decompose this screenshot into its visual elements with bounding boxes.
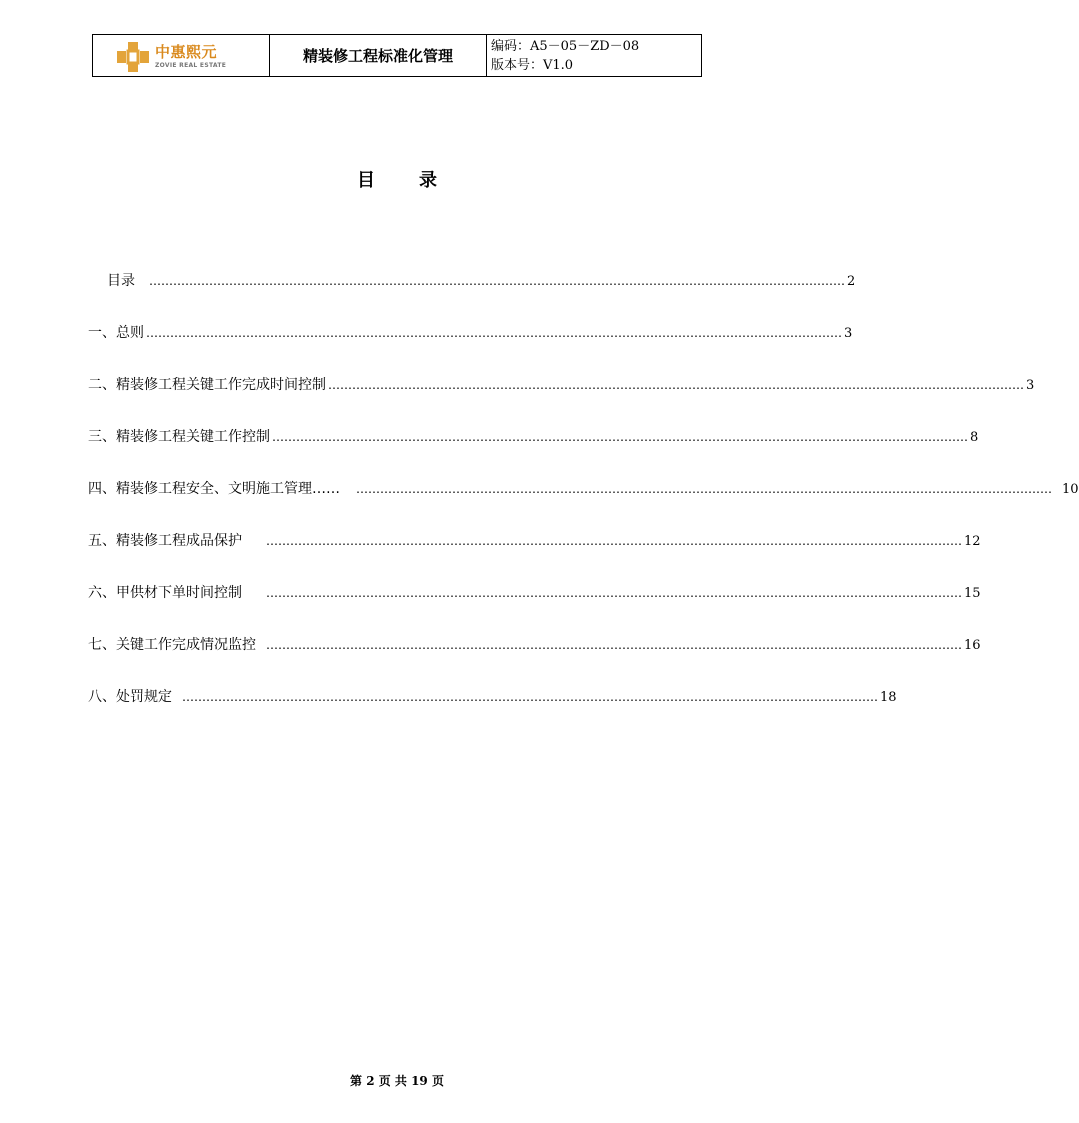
toc-leader: ………………………………………………………………………………………………………………………………………………………… [266, 586, 962, 600]
toc-entry-label: 八、处罚规定 [88, 689, 172, 705]
toc-entry-label: 二、精装修工程关键工作完成时间控制 [88, 377, 326, 393]
toc-entry-label: 一、总则 [88, 325, 144, 341]
toc-entry[interactable] [88, 322, 853, 342]
toc-entry[interactable] [88, 478, 1079, 498]
toc-entry-page: 10 [1062, 482, 1079, 497]
toc-entry-page: 15 [964, 586, 981, 601]
header-doc-title: 精装修工程标准化管理 [270, 35, 487, 76]
toc-leader: ………………………………………………………………………………………………………………………………………………………… [266, 638, 962, 652]
logo-english-name: ZOVIE REAL ESTATE [155, 62, 227, 69]
document-code: 编码：A5－05－ZD－08 [491, 39, 640, 54]
toc-entry-label: 三、精装修工程关键工作控制 [88, 429, 270, 445]
document-version: 版本号：V1.0 [491, 58, 574, 73]
toc-entry[interactable] [88, 582, 981, 602]
title-char-1: 目 [357, 170, 375, 191]
toc-entry-label: 五、精装修工程成品保护 [88, 533, 242, 549]
toc-entry-page: 8 [970, 430, 979, 445]
toc-entry[interactable] [107, 270, 856, 290]
toc-leader: ………………………………………………………………………………………………………………………………………………………… [356, 482, 1052, 496]
toc-entry[interactable] [88, 634, 981, 654]
toc-entry-label: 四、精装修工程安全、文明施工管理…… [88, 481, 340, 497]
toc-entry-label: 目录 [107, 273, 135, 289]
toc-entry-page: 16 [964, 638, 981, 653]
toc-entry-label: 七、关键工作完成情况监控 [88, 637, 256, 653]
toc-leader: ………………………………………………………………………………………………………………………………………………………… [182, 690, 878, 704]
toc-leader: ………………………………………………………………………………………………………………………………………………………… [146, 326, 842, 340]
toc-entry-page: 3 [1026, 378, 1035, 393]
toc-leader: ………………………………………………………………………………………………………………………………………………………… [266, 534, 962, 548]
toc-leader: ………………………………………………………………………………………………………………………………………………………… [272, 430, 968, 444]
toc-leader: ………………………………………………………………………………………………………………………………………………………… [149, 274, 845, 288]
toc-entry[interactable] [88, 426, 979, 446]
toc-entry-page: 18 [880, 690, 897, 705]
toc-entry-page: 12 [964, 534, 981, 549]
toc-leader: ………………………………………………………………………………………………………………………………………………………… [328, 378, 1024, 392]
toc-entry[interactable] [88, 530, 981, 550]
toc-entry[interactable] [88, 686, 897, 706]
toc-entry[interactable] [88, 374, 1035, 394]
logo-chinese-name: 中惠熙元 [155, 43, 218, 61]
title-char-2: 录 [419, 170, 437, 191]
toc-entry-label: 六、甲供材下单时间控制 [88, 585, 242, 601]
toc-entry-page: 2 [847, 274, 856, 289]
page-footer: 第 2 页 共 19 页 [350, 1074, 444, 1088]
toc-entry-page: 3 [844, 326, 853, 341]
